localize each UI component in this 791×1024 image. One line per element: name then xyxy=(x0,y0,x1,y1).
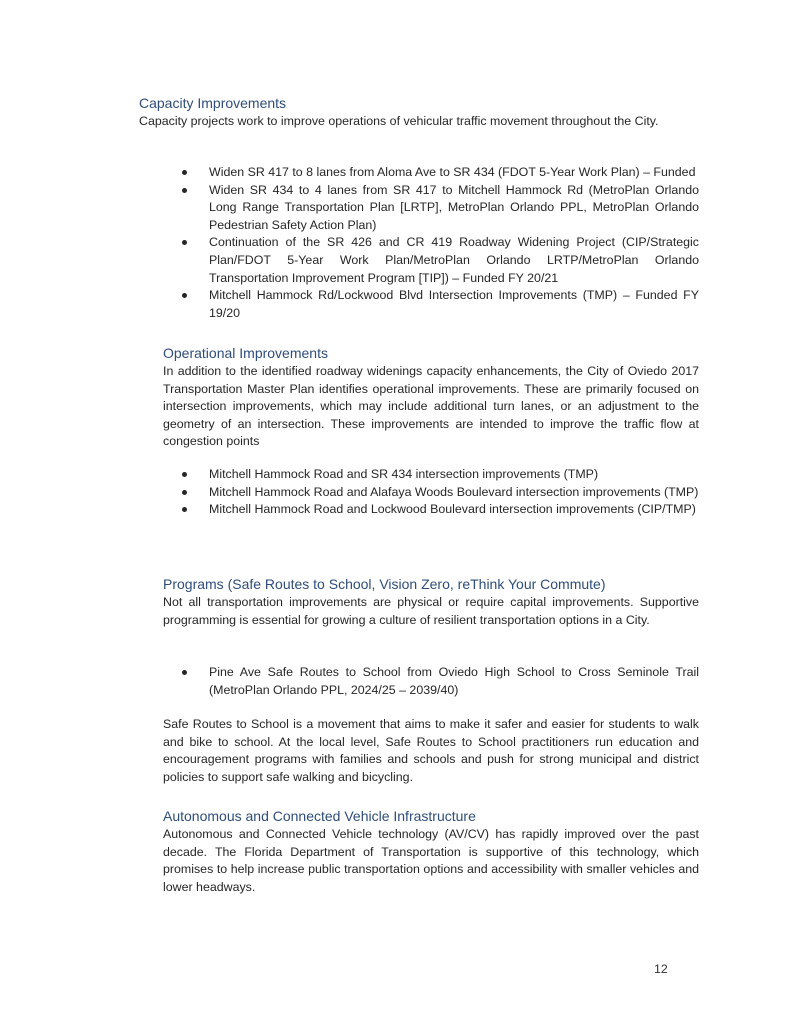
list-item: Mitchell Hammock Road and Alafaya Woods Boulevard intersection improvements (TMP) xyxy=(173,484,699,502)
bullet-icon xyxy=(182,188,187,193)
bullet-icon xyxy=(182,670,187,675)
bullet-icon xyxy=(182,507,187,512)
list-item: Mitchell Hammock Road and Lockwood Boulevard intersection improvements (CIP/TMP) xyxy=(173,501,699,519)
bullet-icon xyxy=(182,490,187,495)
list-item: Continuation of the SR 426 and CR 419 Roadway Widening Project (CIP/Strategic Plan/FDOT 5-Year Work Plan/MetroPlan Orlando LRTP/MetroPlan Orlando Transportation Improvement Program [TIP]) – Funded FY 20/21 xyxy=(173,234,699,287)
programs-outro: Safe Routes to School is a movement that aims to make it safer and easier for students to walk and bike to school. At the local level, Safe Routes to School practitioners run education and encouragement programs with families and schools and push for strong municipal and district policies to support safe walking and bicycling. xyxy=(163,717,699,784)
bullet-icon xyxy=(182,170,187,175)
programs-list xyxy=(173,664,699,699)
section-heading-programs: Programs (Safe Routes to School, Vision Zero, reThink Your Commute) xyxy=(163,576,606,592)
section-heading-operational: Operational Improvements xyxy=(163,345,328,361)
list-item: Widen SR 417 to 8 lanes from Aloma Ave to SR 434 (FDOT 5-Year Work Plan) – Funded xyxy=(173,164,699,182)
operational-list xyxy=(173,466,699,519)
capacity-intro: Capacity projects work to improve operations of vehicular traffic movement throughout the City. xyxy=(139,114,659,128)
list-item: Widen SR 434 to 4 lanes from SR 417 to Mitchell Hammock Rd (MetroPlan Orlando Long Range Transportation Plan [LRTP], MetroPlan Orlando PPL, MetroPlan Orlando Pedestrian Safety Action Plan) xyxy=(173,182,699,235)
bullet-icon xyxy=(182,472,187,477)
page-number: 12 xyxy=(654,962,668,976)
avcv-intro: Autonomous and Connected Vehicle technology (AV/CV) has rapidly improved over the past decade. The Florida Department of Transportation is supportive of this technology, which promises to help increase public transportation options and accessibility with smaller vehicles and lower headways. xyxy=(163,827,699,894)
bullet-icon xyxy=(182,293,187,298)
list-item: Pine Ave Safe Routes to School from Oviedo High School to Cross Seminole Trail (MetroPlan Orlando PPL, 2024/25 – 2039/40) xyxy=(173,664,699,699)
list-item: Mitchell Hammock Rd/Lockwood Blvd Intersection Improvements (TMP) – Funded FY 19/20 xyxy=(173,287,699,322)
section-heading-avcv: Autonomous and Connected Vehicle Infrastructure xyxy=(163,808,476,824)
programs-intro: Not all transportation improvements are physical or require capital improvements. Supportive programming is essential for growing a culture of resilient transportation options in a City. xyxy=(163,595,699,627)
section-heading-capacity: Capacity Improvements xyxy=(139,95,287,111)
operational-intro: In addition to the identified roadway widenings capacity enhancements, the City of Oviedo 2017 Transportation Master Plan identifies operational improvements. These are primarily focused on intersection improvements, which may include additional turn lanes, or an adjustment to the geometry of an intersection. These improvements are intended to improve the traffic flow at congestion points xyxy=(163,364,699,449)
list-item: Mitchell Hammock Road and SR 434 intersection improvements (TMP) xyxy=(173,466,699,484)
bullet-icon xyxy=(182,240,187,245)
capacity-list xyxy=(173,164,699,322)
